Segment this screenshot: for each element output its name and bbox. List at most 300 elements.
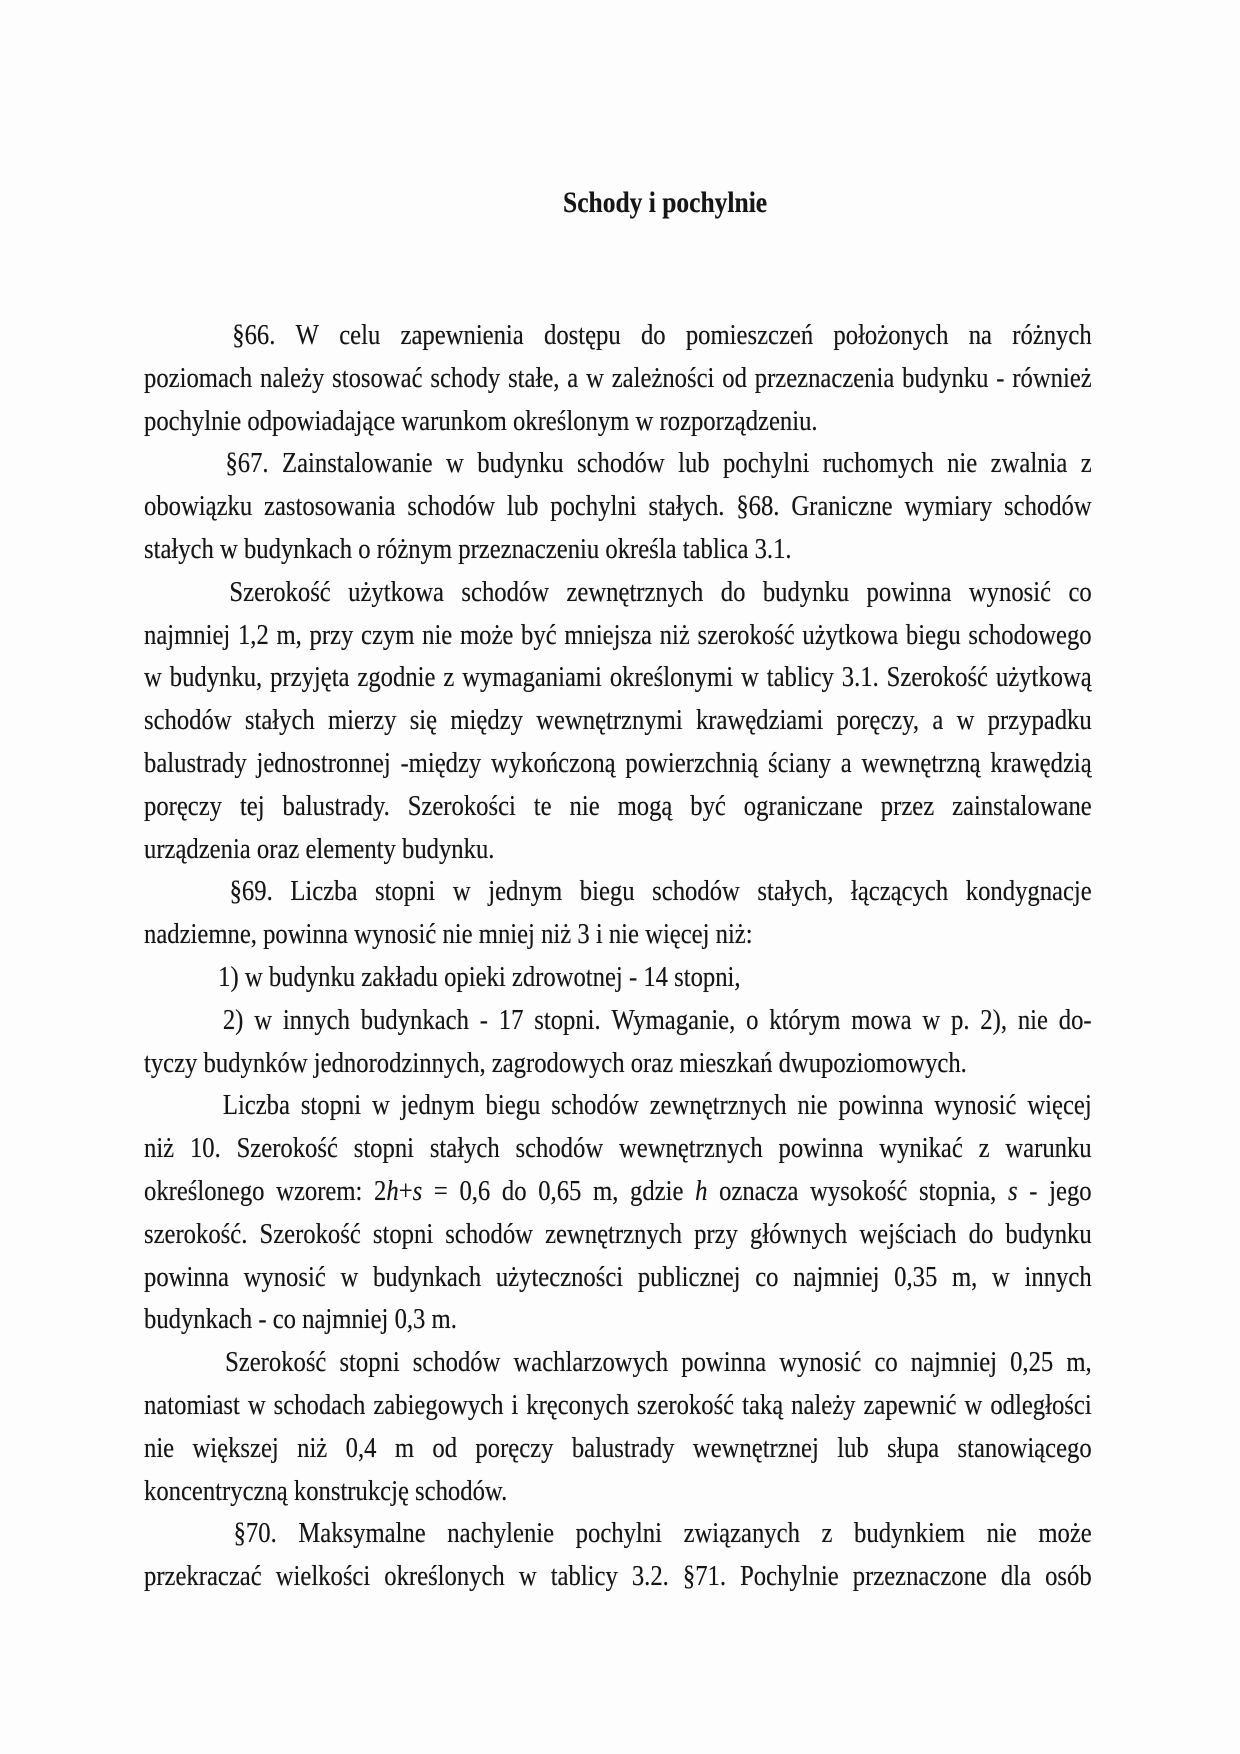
word: budynkach	[243, 532, 353, 565]
word: w	[518, 1560, 537, 1593]
word: jego	[1049, 1174, 1092, 1207]
word: schody	[430, 361, 501, 394]
text-line	[144, 870, 1092, 913]
word: 0,6	[459, 1174, 491, 1207]
word: wymaganiami	[462, 661, 602, 694]
word: budynkach	[372, 1260, 482, 1293]
word: §67.	[225, 447, 269, 480]
word: zdrowotnej	[511, 960, 623, 993]
word: do	[501, 1174, 527, 1207]
word: schodowego	[968, 618, 1092, 651]
word: 0,4	[345, 1431, 377, 1464]
text-line	[144, 485, 1092, 528]
word: stopni,	[674, 960, 741, 993]
word: Szerokość	[229, 575, 331, 608]
word: przekraczać	[144, 1560, 262, 1593]
word: może	[459, 618, 514, 651]
word: w	[219, 532, 238, 565]
word: użyteczności	[495, 1260, 624, 1293]
word: mowa	[851, 1003, 912, 1036]
word: do-	[1058, 1003, 1092, 1036]
word: nachylenie	[447, 1517, 555, 1550]
text-line	[144, 614, 1092, 657]
word: 17	[498, 1003, 524, 1036]
word: publicznej	[637, 1260, 741, 1293]
word: celu	[339, 319, 381, 351]
word: 1)	[218, 960, 239, 993]
word: wynosić	[354, 918, 437, 951]
word: z	[978, 1132, 990, 1165]
text-line	[144, 528, 1092, 571]
word: budynku	[477, 447, 564, 480]
word: najmniej	[144, 618, 231, 651]
word: krawędzią	[990, 746, 1092, 779]
word: wykończoną	[491, 746, 616, 779]
word: odległości	[990, 1388, 1092, 1421]
word: co	[272, 1303, 296, 1336]
text-line	[144, 314, 1092, 357]
word: schodów	[412, 1346, 501, 1379]
word: schodów	[652, 875, 740, 908]
word: mieszkań	[679, 1046, 773, 1079]
word: od	[722, 361, 747, 394]
word: te	[533, 789, 552, 822]
word: zapewnienia	[400, 319, 524, 351]
word: W	[295, 319, 319, 351]
word: ruchomych	[822, 447, 934, 480]
word: natomiast	[144, 1388, 240, 1421]
word: Szerokość	[886, 661, 988, 694]
word: określonych	[384, 1560, 505, 1593]
word: poręczy	[475, 1431, 554, 1464]
word: biegu	[485, 1089, 541, 1122]
word: budynkach	[144, 1303, 253, 1336]
word: taką	[742, 1388, 784, 1421]
word: §66.	[232, 319, 276, 351]
word: poręczy,	[836, 704, 920, 737]
word: m,	[952, 1260, 978, 1293]
word: o	[358, 532, 371, 565]
word: zewnętrznych	[649, 1089, 787, 1122]
word: Liczba	[290, 875, 358, 908]
word: w	[635, 404, 654, 437]
word: Szerokości	[407, 789, 516, 822]
word: w	[340, 1260, 359, 1293]
word: niż	[144, 1132, 175, 1165]
word: również	[1012, 361, 1092, 394]
word: odpowiadające	[247, 404, 396, 437]
text-line	[144, 1042, 1092, 1085]
word: poręczy	[144, 789, 223, 822]
word: co	[755, 1260, 779, 1293]
word: budynkach	[360, 1003, 469, 1036]
word: nie	[442, 918, 473, 951]
word: stałych	[244, 704, 315, 737]
word: zabiegowych	[373, 1388, 504, 1421]
word: schodów	[144, 704, 232, 737]
text-line	[144, 1555, 1092, 1598]
word: najmniej	[793, 1260, 880, 1293]
word: Maksymalne	[298, 1517, 426, 1550]
word: nadziemne,	[144, 918, 257, 951]
word: którym	[769, 1003, 841, 1036]
word: zainstalowane	[952, 789, 1092, 822]
word: 1,2	[237, 618, 269, 651]
word: schodów	[577, 447, 665, 480]
word: niż	[659, 618, 690, 651]
word: w	[922, 1003, 941, 1036]
word: od	[432, 1431, 458, 1464]
word: z	[443, 661, 455, 694]
word: -	[258, 1303, 267, 1336]
word: wejściach	[859, 1217, 957, 1250]
word: użytkowa	[348, 575, 444, 608]
word: szerokość.	[144, 1217, 248, 1250]
word: wewnętrznych	[618, 1132, 763, 1165]
word: budynku	[762, 575, 850, 608]
text-line	[144, 828, 1092, 871]
text-line	[144, 1384, 1092, 1427]
word: 2)	[222, 1003, 244, 1036]
word: określonego	[144, 1174, 265, 1207]
text-line	[144, 1427, 1092, 1470]
word: najmniej	[302, 1303, 389, 1336]
text-line	[144, 956, 1092, 999]
word: budynku	[902, 361, 989, 394]
word: obowiązku	[144, 490, 253, 523]
word: w	[247, 1388, 266, 1421]
word: należy	[791, 1388, 856, 1421]
word: schodów	[515, 1132, 604, 1165]
word: co	[1068, 575, 1092, 608]
word: warunku	[1005, 1132, 1092, 1165]
text-line	[144, 913, 1092, 956]
text-line	[144, 1298, 1092, 1341]
word	[1008, 1170, 1018, 1213]
word: poziomach	[144, 361, 253, 394]
word: rozporządzeniu.	[659, 404, 818, 437]
word: w	[992, 1260, 1010, 1293]
word: schodów	[445, 1217, 533, 1250]
word: schodów	[1004, 490, 1092, 523]
text-line	[144, 1470, 1092, 1513]
word: -między	[400, 746, 482, 779]
word: dwupoziomowych.	[778, 1046, 967, 1079]
word: pochylnie	[144, 404, 242, 437]
word: stopni	[353, 1132, 415, 1165]
word: budynku	[268, 960, 356, 993]
word: należy	[259, 361, 325, 394]
word: zagrodowych	[491, 1046, 625, 1079]
word: różnym	[376, 532, 453, 565]
word: być	[521, 618, 557, 651]
word: zewnętrznych	[545, 1217, 682, 1250]
word: w	[586, 361, 604, 394]
word: w	[254, 1003, 273, 1036]
word: przy	[309, 618, 354, 651]
word: stanowiącego	[957, 1431, 1092, 1464]
word: zależności	[611, 361, 715, 394]
word: i	[595, 918, 603, 951]
word: 3.1.	[754, 532, 792, 565]
word: wynosić	[934, 1089, 1017, 1122]
word: m.	[431, 1303, 457, 1336]
word: użytkowa	[802, 618, 899, 651]
word: osób	[1045, 1560, 1092, 1593]
word: na	[968, 319, 992, 351]
word: warunkom	[401, 404, 507, 437]
word: zakładu	[361, 960, 438, 993]
word: balustrady.	[282, 789, 390, 822]
word: o	[746, 1003, 759, 1036]
word: 0,35	[894, 1260, 938, 1293]
word: 0,3	[394, 1303, 426, 1336]
word: wewnętrzną	[861, 746, 981, 779]
word: §68.	[736, 490, 780, 523]
text-line	[144, 1256, 1092, 1299]
word: 14	[643, 960, 668, 993]
word: różnych	[1012, 319, 1092, 351]
word: przeznaczeniu	[458, 532, 600, 565]
word: w	[144, 661, 162, 694]
word: wynosić	[968, 575, 1052, 608]
word: tyczy	[144, 1046, 198, 1079]
word: powinna	[778, 1132, 864, 1165]
word: określa	[605, 532, 677, 565]
text-line	[144, 1213, 1092, 1256]
word: a	[932, 704, 944, 737]
text-line	[144, 1512, 1092, 1555]
word: Szerokość	[236, 1132, 338, 1165]
word: określonymi	[609, 661, 734, 694]
word: budynków	[203, 1046, 308, 1079]
word: 3	[577, 918, 590, 951]
word: stałe,	[508, 361, 560, 394]
word: Zainstalowanie	[282, 447, 433, 480]
word: nie	[422, 618, 453, 651]
text-line	[144, 656, 1092, 699]
word: §69.	[229, 875, 273, 908]
word: m	[394, 1431, 415, 1464]
word: w	[741, 661, 759, 694]
word: tablicy	[550, 1560, 618, 1593]
word: stosować	[332, 361, 423, 394]
word: w	[371, 1089, 390, 1122]
word: słupa	[887, 1431, 940, 1464]
word: z	[821, 1517, 833, 1550]
word: i	[511, 1388, 519, 1421]
word: jednostronnej	[256, 746, 391, 779]
text-line	[144, 1341, 1092, 1384]
word: szerokość	[636, 1388, 735, 1421]
word: Liczba	[222, 1089, 290, 1122]
word: ściany	[767, 746, 831, 779]
word: przeznaczenia	[754, 361, 895, 394]
word: biegu	[905, 618, 961, 651]
word: balustrady	[144, 746, 247, 779]
word: opieki	[444, 960, 506, 993]
word: stopni	[374, 875, 436, 908]
word: zastosowania	[264, 490, 396, 523]
word: nie	[144, 1431, 175, 1464]
word: §71.	[682, 1560, 727, 1593]
word: mogą	[617, 789, 673, 822]
word: powinna	[144, 1260, 229, 1293]
word: niż	[541, 918, 572, 951]
word: więcej	[645, 918, 710, 951]
word: powierzchnią	[625, 746, 759, 779]
word: powinna	[838, 1089, 924, 1122]
document-title: Schody i pochylnie	[563, 186, 768, 219]
word: schodów	[461, 575, 550, 608]
text-column	[144, 181, 1092, 1598]
text-line	[144, 1084, 1092, 1127]
word: zewnętrznych	[566, 575, 704, 608]
word: m,	[1066, 1346, 1092, 1379]
italic-symbol: s	[412, 1174, 423, 1207]
word: oraz	[256, 832, 300, 865]
word: budynku,	[169, 661, 263, 694]
word: -	[1029, 1174, 1038, 1207]
word: -	[628, 960, 638, 993]
italic-symbol: h	[695, 1174, 708, 1207]
word: dla	[1000, 1560, 1032, 1593]
word: więcej	[1027, 1089, 1092, 1122]
word: stopni	[300, 1089, 362, 1122]
text-line	[144, 999, 1092, 1042]
word: Szerokość	[259, 1217, 361, 1250]
word: stałych	[144, 532, 214, 565]
word: położonych	[833, 319, 949, 351]
word: innych	[1024, 1260, 1092, 1293]
word: schodach	[273, 1388, 366, 1421]
word: tej	[239, 789, 265, 822]
word: co	[874, 1346, 898, 1379]
word	[695, 1170, 707, 1213]
text-line	[144, 357, 1092, 400]
word: -	[479, 1003, 488, 1036]
word: 3.1.	[841, 661, 879, 694]
word: m,	[276, 618, 302, 651]
word: Szerokość	[225, 1346, 327, 1379]
word: =	[433, 1174, 448, 1207]
word: schodów.	[415, 1474, 508, 1507]
word: przy	[694, 1217, 738, 1250]
word: §70.	[233, 1517, 277, 1550]
word: związanych	[683, 1517, 800, 1550]
word: w	[446, 447, 464, 480]
word: z	[1080, 447, 1092, 480]
word: oraz	[630, 1046, 674, 1079]
word: a	[840, 746, 852, 779]
word: nie	[1017, 1003, 1048, 1036]
word: najmniej	[910, 1346, 998, 1379]
word: lub	[506, 490, 539, 523]
word: pochylni	[723, 447, 810, 480]
word: 2h+s	[374, 1174, 423, 1207]
word: 10.	[189, 1132, 221, 1165]
word: Pochylnie	[740, 1560, 839, 1593]
word: krawędziami	[695, 704, 824, 737]
word: wynosić	[779, 1346, 862, 1379]
word: wielkości	[275, 1560, 371, 1593]
word: wynosić	[243, 1260, 326, 1293]
word: do	[640, 319, 666, 351]
word: a	[567, 361, 579, 394]
word: wymiary	[904, 490, 993, 523]
word: w	[244, 960, 263, 993]
word: użytkową	[995, 661, 1092, 694]
word: gdzie	[630, 1174, 684, 1207]
word: powinna	[681, 1346, 767, 1379]
word: szerokość	[697, 618, 795, 651]
word: konstrukcję	[293, 1474, 409, 1507]
word: wewnętrznymi	[536, 704, 683, 737]
word: stopnia,	[918, 1174, 997, 1207]
word: pochylni	[575, 1517, 662, 1550]
word: głównych	[749, 1217, 848, 1250]
word: przyjęta	[270, 661, 350, 694]
word: Graniczne	[791, 490, 893, 523]
word: m,	[593, 1174, 619, 1207]
word: oznacza	[719, 1174, 799, 1207]
word: balustrady	[571, 1431, 675, 1464]
word: jednym	[488, 875, 563, 908]
text-line	[144, 742, 1092, 785]
text-line	[144, 571, 1092, 614]
word: się	[409, 704, 438, 737]
word: schodów	[407, 490, 496, 523]
word: niż:	[715, 918, 753, 951]
word: czym	[361, 618, 415, 651]
word: większej	[192, 1431, 279, 1464]
word: w	[956, 704, 975, 737]
word: schodów	[551, 1089, 639, 1122]
word: stałych.	[648, 490, 725, 523]
text-line	[144, 785, 1092, 828]
text-line	[144, 442, 1092, 485]
word: kręconych	[526, 1388, 629, 1421]
word: nie	[608, 918, 639, 951]
word: 3.2.	[631, 1560, 669, 1593]
word: jednorodzinnych,	[313, 1046, 486, 1079]
word: określonym	[512, 404, 630, 437]
word: p.	[950, 1003, 970, 1036]
word: pochylni	[550, 490, 637, 523]
word: zwalnia	[990, 447, 1068, 480]
word: pomieszczeń	[685, 319, 814, 351]
word: wzorem:	[276, 1174, 363, 1207]
word: tablicy	[766, 661, 834, 694]
word: Wymaganie,	[611, 1003, 736, 1036]
word: koncentryczną	[144, 1474, 288, 1507]
word: 0,25	[1010, 1346, 1054, 1379]
word: elementy	[305, 832, 396, 865]
word: może	[1038, 1517, 1092, 1550]
text-line	[144, 1170, 1092, 1213]
word: nie	[797, 1089, 828, 1122]
word: do	[968, 1217, 994, 1250]
word: stopni.	[534, 1003, 601, 1036]
word: tablica	[682, 532, 749, 565]
word: jednym	[400, 1089, 475, 1122]
word: zgodnie	[357, 661, 436, 694]
word: mierzy	[328, 704, 397, 737]
word: 0,65	[538, 1174, 582, 1207]
word: urządzenia	[144, 832, 251, 865]
word: stopni	[339, 1346, 400, 1379]
word: nie	[947, 447, 978, 480]
